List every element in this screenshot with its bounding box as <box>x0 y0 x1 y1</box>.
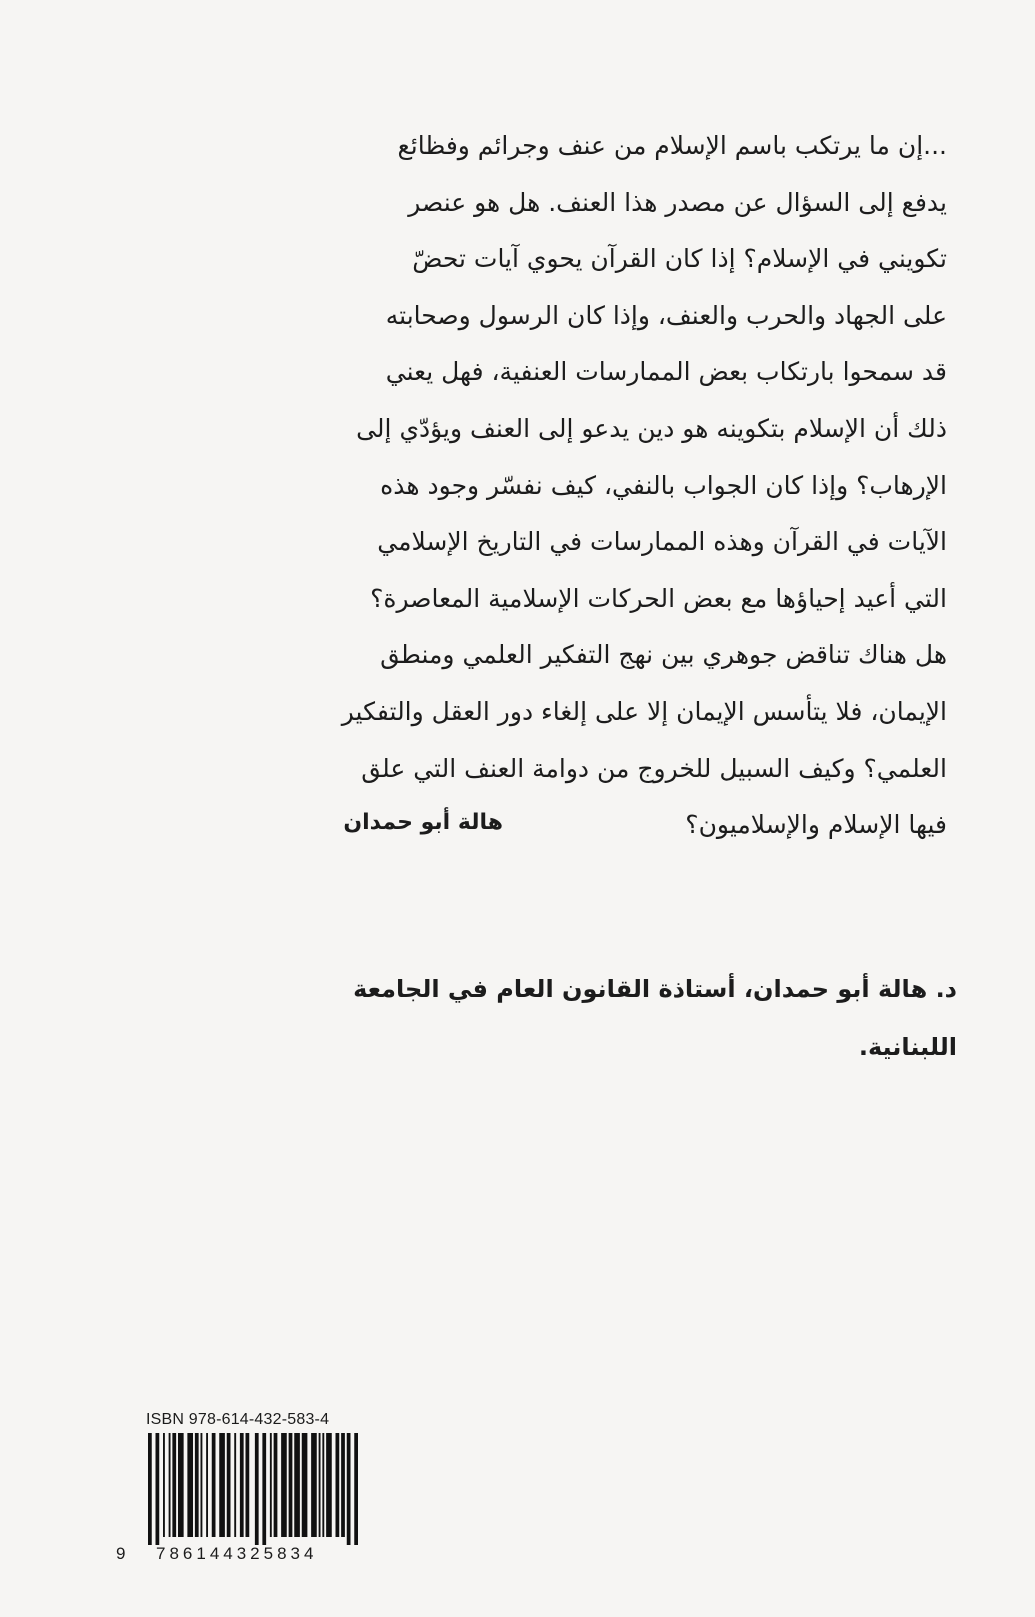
barcode-bar <box>262 1433 266 1545</box>
barcode-bar <box>178 1433 184 1537</box>
barcode-bar <box>341 1433 345 1537</box>
barcode-bar <box>311 1433 317 1537</box>
barcode-bar <box>246 1433 250 1537</box>
bio-line: اللبنانية. <box>858 1033 957 1061</box>
blurb-line: ...إن ما يرتكب باسم الإسلام من عنف وجرائم وفظائع <box>397 131 947 160</box>
barcode-bar <box>336 1433 340 1537</box>
barcode-bar <box>289 1433 293 1537</box>
barcode-bar <box>227 1433 231 1537</box>
barcode-bar <box>270 1433 272 1537</box>
barcode-bar <box>240 1433 244 1537</box>
barcode-bar <box>354 1433 358 1545</box>
blurb-line: الإرهاب؟ وإذا كان الجواب بالنفي، كيف نفسّر وجود هذه <box>380 470 947 500</box>
barcode-bar <box>156 1433 160 1545</box>
barcode-bar <box>322 1433 324 1537</box>
barcode-bar <box>169 1433 171 1537</box>
barcode-bar <box>219 1433 225 1537</box>
barcode-bars <box>146 1433 360 1545</box>
blurb-line: على الجهاد والحرب والعنف، وإذا كان الرسول وصحابته <box>385 300 947 330</box>
barcode-bar <box>201 1433 203 1537</box>
blurb-line: يدفع إلى السؤال عن مصدر هذا العنف. هل هو عنصر <box>408 187 947 217</box>
isbn-barcode <box>116 1411 366 1571</box>
barcode-bar <box>319 1433 321 1537</box>
blurb-text <box>307 118 947 854</box>
barcode-bar <box>163 1433 165 1537</box>
barcode-bar <box>347 1433 351 1545</box>
blurb-line: التي أعيد إحياؤها مع بعض الحركات الإسلامية المعاصرة؟ <box>370 583 947 613</box>
blurb-line: الآيات في القرآن وهذه الممارسات في التاريخ الإسلامي <box>377 527 947 557</box>
barcode-bar <box>255 1433 259 1545</box>
barcode-bar <box>302 1433 308 1537</box>
blurb-line: ذلك أن الإسلام بتكوينه هو دين يدعو إلى العنف ويؤدّي إلى <box>356 413 947 443</box>
barcode-bar <box>172 1433 176 1537</box>
barcode-digit-string: 786144325834 <box>156 1544 318 1563</box>
isbn-label: ISBN 978-614-432-583-4 <box>146 1411 330 1428</box>
barcode-bar <box>326 1433 332 1537</box>
barcode-bar <box>195 1433 199 1537</box>
blurb-line: فيها الإسلام والإسلاميون؟ <box>685 810 947 840</box>
blurb-line: الإيمان، فلا يتأسس الإيمان إلا على إلغاء دور العقل والتفكير <box>341 696 947 726</box>
author-bio <box>277 960 957 1076</box>
barcode-bar <box>281 1433 287 1537</box>
blurb-line: تكويني في الإسلام؟ إذا كان القرآن يحوي آيات تحضّ <box>412 244 947 274</box>
barcode-bar <box>187 1433 193 1537</box>
author-signature: هالة أبو حمدان <box>343 810 503 835</box>
barcode-bar <box>148 1433 152 1545</box>
barcode-bar <box>234 1433 236 1537</box>
barcode-bar <box>212 1433 216 1537</box>
blurb-line: هل هناك تناقض جوهري بين نهج التفكير العلمي ومنطق <box>380 640 947 670</box>
blurb-line: قد سمحوا بارتكاب بعض الممارسات العنفية، فهل يعني <box>385 357 947 387</box>
barcode-bar <box>294 1433 300 1537</box>
blurb-line: العلمي؟ وكيف السبيل للخروج من دوامة العنف التي علق <box>361 753 947 783</box>
bio-line: د. هالة أبو حمدان، أستاذة القانون العام في الجامعة <box>353 975 957 1003</box>
barcode-bar <box>206 1433 208 1537</box>
barcode-bar <box>274 1433 278 1537</box>
barcode-first-digit: 9 <box>116 1544 126 1563</box>
